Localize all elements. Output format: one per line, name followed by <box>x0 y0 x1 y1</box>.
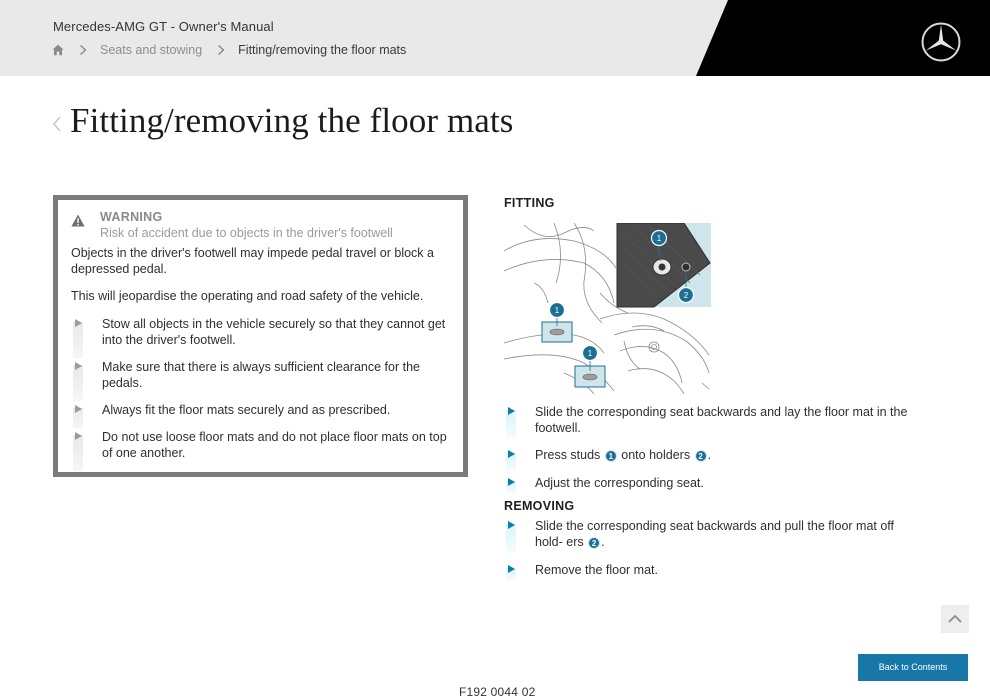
removing-step-text: Slide the corresponding seat backwards and pull the floor mat off hold- ers <box>535 519 895 549</box>
fitting-step <box>504 404 914 436</box>
bullet-bar <box>73 322 83 358</box>
warning-label: WARNING <box>100 210 163 224</box>
callout-2 <box>679 288 694 303</box>
bullet-arrow-icon <box>75 319 82 327</box>
warning-list-item <box>71 429 451 461</box>
warning-triangle-icon <box>71 214 85 227</box>
chevron-up-icon <box>941 605 969 633</box>
fitting-heading: FITTING <box>504 196 555 210</box>
warning-list-item <box>71 316 451 348</box>
breadcrumb-seats-and-stowing[interactable]: Seats and stowing <box>100 43 203 57</box>
floor-mat-illustration <box>504 223 711 394</box>
bullet-arrow-icon <box>75 405 82 413</box>
removing-steps <box>504 518 914 578</box>
warning-list <box>71 316 451 461</box>
warning-bullet-text: Always fit the floor mats securely and as prescribed. <box>102 403 391 417</box>
scroll-to-top-button[interactable] <box>941 605 969 633</box>
warning-box <box>53 195 468 477</box>
manual-title: Mercedes-AMG GT - Owner's Manual <box>53 19 274 34</box>
warning-bullet-text: Stow all objects in the vehicle securely so that they cannot get into the driver's footwell. <box>102 317 446 347</box>
removing-step-text: Remove the floor mat. <box>535 563 658 577</box>
step-arrow-icon <box>508 407 515 415</box>
svg-text:1: 1 <box>656 234 662 243</box>
fitting-step-text: Adjust the corresponding seat. <box>535 476 704 490</box>
callout-1-top <box>652 231 667 246</box>
home-icon[interactable] <box>52 44 64 56</box>
callout-number-badge: 2 <box>695 450 707 462</box>
back-to-contents-button[interactable]: Back to Contents <box>858 654 968 681</box>
callout-number-badge: 1 <box>605 450 617 462</box>
warning-subtitle: Risk of accident due to objects in the driver's footwell <box>100 226 393 240</box>
step-arrow-icon <box>508 565 515 573</box>
page-header <box>0 0 990 76</box>
warning-list-item <box>71 359 451 391</box>
step-arrow-icon <box>508 478 515 486</box>
fitting-step-text: Press studs <box>535 448 601 462</box>
breadcrumb-separator-icon <box>216 44 226 56</box>
warning-bullet-text: Do not use loose floor mats and do not place floor mats on top of one another. <box>102 430 447 460</box>
removing-step <box>504 518 914 550</box>
warning-bullet-text: Make sure that there is always sufficient clearance for the pedals. <box>102 360 420 390</box>
breadcrumb <box>52 42 406 58</box>
svg-text:1: 1 <box>587 349 593 358</box>
fitting-steps <box>504 404 914 491</box>
svg-text:2: 2 <box>683 291 689 300</box>
removing-heading: REMOVING <box>504 499 575 513</box>
callout-1-bottom <box>583 346 598 361</box>
breadcrumb-separator-icon <box>78 44 88 56</box>
bullet-bar <box>73 365 83 401</box>
page-title: Fitting/removing the floor mats <box>70 101 514 140</box>
bullet-arrow-icon <box>75 362 82 370</box>
fitting-step-text: onto holders <box>621 448 691 462</box>
fitting-step-text: . <box>707 448 712 462</box>
bullet-arrow-icon <box>75 432 82 440</box>
mercedes-star-icon[interactable] <box>920 21 962 63</box>
callout-number-badge: 2 <box>588 537 600 549</box>
svg-text:1: 1 <box>554 306 560 315</box>
chevron-left-icon[interactable] <box>51 115 63 133</box>
header-black-band <box>0 0 990 76</box>
fitting-step <box>504 475 914 491</box>
step-arrow-icon <box>508 450 515 458</box>
bullet-bar <box>73 435 83 471</box>
fitting-step <box>504 447 914 463</box>
figure-code: F192 0044 02 <box>459 685 536 699</box>
removing-step <box>504 562 914 578</box>
warning-header <box>71 210 451 242</box>
warning-paragraph: Objects in the driver's footwell may impede pedal travel or block a depressed pedal. <box>71 246 434 276</box>
callout-1-left <box>550 303 565 318</box>
removing-step-text: . <box>601 535 605 549</box>
warning-list-item <box>71 402 451 418</box>
warning-paragraph: This will jeopardise the operating and road safety of the vehicle. <box>71 289 424 303</box>
step-arrow-icon <box>508 521 515 529</box>
breadcrumb-current-page: Fitting/removing the floor mats <box>238 43 407 57</box>
fitting-step-text: Slide the corresponding seat backwards and lay the floor mat in the footwell. <box>535 405 908 435</box>
